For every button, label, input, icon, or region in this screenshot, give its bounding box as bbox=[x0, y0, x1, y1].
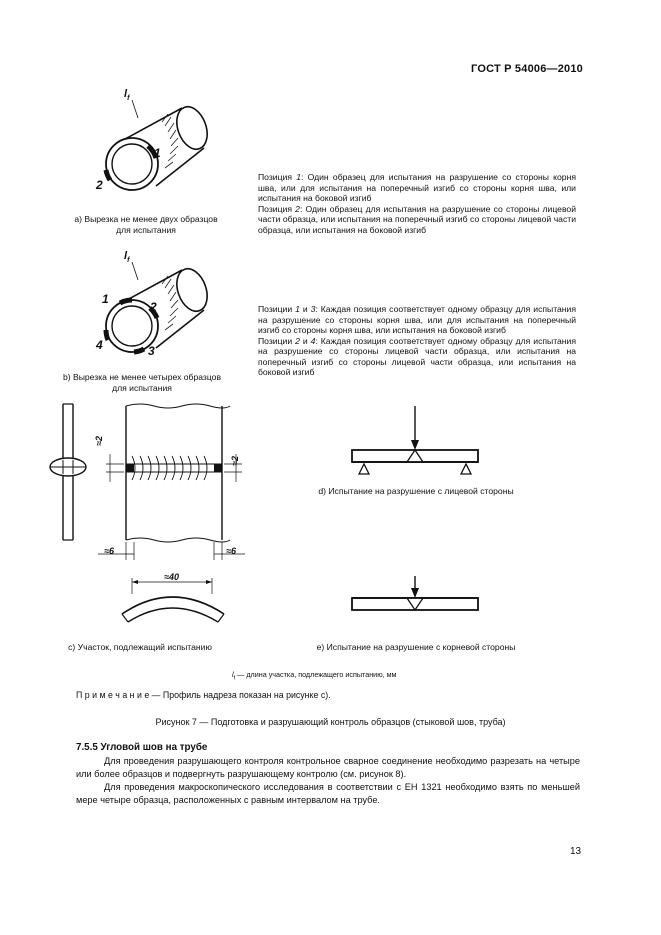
paragraph-1: Для проведения разрушающего контроля контрольное сварное соединение необходимо разрезать на четыре или более образцов и подвергнуть разрушающему контролю (см. рисунок 8). bbox=[76, 756, 580, 779]
standard-header: ГОСТ Р 54006—2010 bbox=[471, 63, 583, 75]
figure-legend: $l_f$ — длина участка, подлежащего испытанию, мм bbox=[232, 670, 397, 682]
figure-b-positions-2-4: Позиции 2 и 4: Каждая позиция соответствует одному образцу для испытания на разрушение со стороны лицевой части образца, или испытания на поперечный изгиб со стороны лицевой части образца, или испытания на боковой изгиб bbox=[258, 335, 577, 377]
figure-c-dim-width-left: ≈6 bbox=[104, 546, 114, 556]
figure-a-pos1-label: 1 bbox=[154, 146, 161, 160]
figure-b-positions-text bbox=[258, 304, 576, 378]
figure-title: Рисунок 7 — Подготовка и разрушающий контроль образцов (стыковой шов, труба) bbox=[155, 717, 506, 727]
figure-a-length-label: $l_f$ bbox=[124, 88, 130, 103]
figure-d-caption: d) Испытание на разрушение с лицевой стороны bbox=[318, 486, 514, 496]
figure-e-caption: е) Испытание на разрушение с корневой стороны bbox=[316, 642, 516, 652]
figure-c-dim-length: ≈40 bbox=[164, 572, 179, 582]
figure-a-caption: а) Вырезка не менее двух образцов для испытания bbox=[74, 214, 218, 235]
figure-c-dim-notch-right: ≈2 bbox=[230, 456, 240, 466]
figure-a-position-1: Позиция 1: Один образец для испытания на разрушение со стороны корня шва, или для испытания на поперечный изгиб со стороны корня шва, или испытания на боковой изгиб bbox=[258, 172, 576, 203]
figure-d-face-side-test bbox=[340, 402, 490, 482]
section-body bbox=[76, 755, 580, 807]
figure-b-pos1-label: 1 bbox=[102, 292, 109, 306]
figure-c-dim-width-right: ≈6 bbox=[226, 546, 236, 556]
section-heading: 7.5.5 Угловой шов на трубе bbox=[76, 742, 208, 753]
figure-c-dim-notch-left: ≈2 bbox=[94, 436, 104, 446]
figure-b-pos4-label: 4 bbox=[96, 338, 103, 352]
figure-b-pos3-label: 3 bbox=[148, 344, 155, 358]
figure-b-positions-1-3: Позиции 1 и 3: Каждая позиция соответствует одному образцу для испытания на разрушение со стороны корня шва, или для испытания на поперечный изгиб со стороны корня шва, или испытания на боковой изгиб bbox=[258, 304, 577, 335]
figure-c-test-area bbox=[40, 400, 250, 632]
figure-b-caption: b) Вырезка не менее четырех образцов для испытания bbox=[62, 372, 222, 393]
figure-c-caption: с) Участок, подлежащий испытанию bbox=[68, 642, 212, 652]
figure-e-root-side-test bbox=[340, 572, 490, 636]
figure-b-length-label: $l_f$ bbox=[124, 250, 130, 265]
figure-a-positions-text bbox=[258, 172, 576, 235]
figure-b-pos2-label: 2 bbox=[150, 300, 157, 314]
page-number: 13 bbox=[570, 846, 582, 857]
figure-note: П р и м е ч а н и е — Профиль надреза показан на рисунке с). bbox=[76, 690, 331, 700]
figure-a-pos2-label: 2 bbox=[96, 178, 103, 192]
figure-a-position-2: Позиция 2: Один образец для испытания на разрушение со стороны лицевой части образца, или испытания на поперечный изгиб со стороны лицевой части образца, или испытания на боковой изгиб bbox=[258, 203, 576, 235]
paragraph-2: Для проведения макроскопического исследования в соответствии с ЕН 1321 необходимо взять по меньшей мере четыре образца, расположенных с равным интервалом на трубе. bbox=[76, 782, 580, 805]
